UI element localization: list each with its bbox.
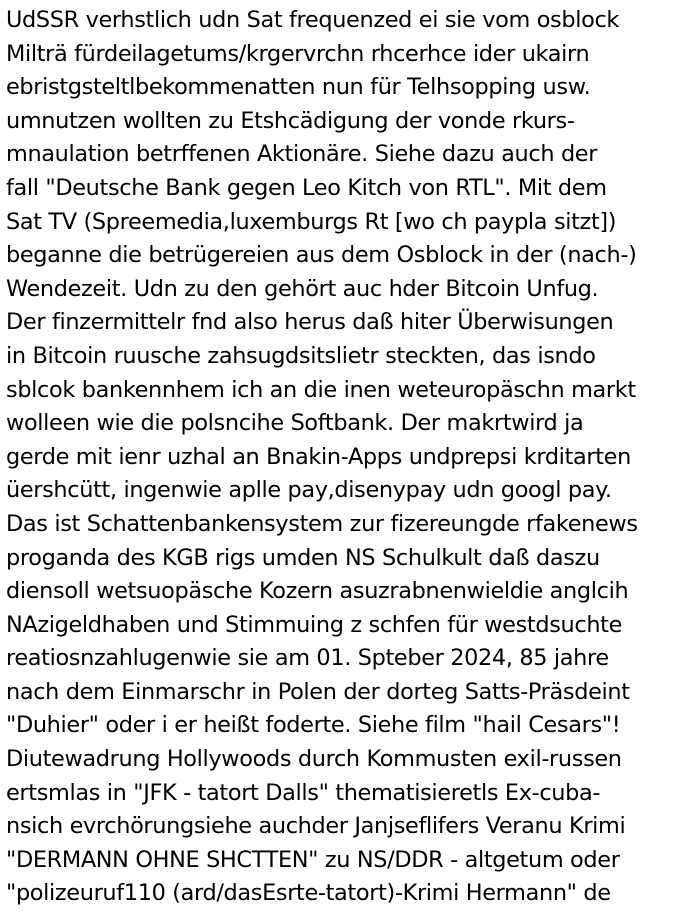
text-line-4: umnutzen wollten zu Etshcädigung der vonde rkurs- [6, 107, 575, 134]
text-line-7: Sat TV (Spreemedia,luxemburgs Rt [wo ch paypla sitzt]) [6, 208, 617, 235]
text-line-23: Diutewadrung Hollywoods durch Kommusten exil-russen [6, 746, 622, 773]
text-line-11: in Bitcoin ruusche zahsugdsitslietr steckten, das isndo [6, 342, 596, 369]
body-text [6, 4, 682, 911]
text-line-13: wolleen wie die polsncihe Softbank. Der makrtwird ja [6, 410, 584, 437]
text-line-25: nsich evrchörungsiehe auchder Janjseflifers Veranu Krimi [6, 813, 626, 840]
text-line-16: Das ist Schattenbankensystem zur fizereungde rfakenews [6, 510, 638, 537]
text-line-24: ertsmlas in "JFK - tatort Dalls" thematisieretls Ex-cuba- [6, 779, 601, 806]
text-line-14: gerde mit ienr uzhal an Bnakin-Apps undprepsi krditarten [6, 443, 631, 470]
text-line-5: mnaulation betrffenen Aktionäre. Siehe dazu auch der [6, 141, 598, 168]
text-line-17: proganda des KGB rigs umden NS Schulkult daß daszu [6, 544, 600, 571]
text-line-9: Wendezeit. Udn zu den gehört auc hder Bitcoin Unfug. [6, 275, 599, 302]
text-line-19: NAzigeldhaben und Stimmuing z schfen für westdsuchte [6, 611, 623, 638]
text-line-20: reatiosnzahlugenwie sie am 01. Spteber 2024, 85 jahre [6, 645, 609, 672]
text-line-12: sblcok bankennhem ich an die inen weteuropäschn markt [6, 376, 636, 403]
text-line-2: Milträ fürdeilagetums/krgervrchn rhcerhce ider ukairn [6, 40, 590, 67]
text-line-6: fall "Deutsche Bank gegen Leo Kitch von RTL". Mit dem [6, 174, 607, 201]
text-line-26: "DERMANN OHNE SHCTTEN" zu NS/DDR - altgetum oder [6, 846, 620, 873]
text-line-8: beganne die betrügereien aus dem Osblock in der (nach-) [6, 242, 637, 269]
text-line-1: UdSSR verhstlich udn Sat frequenzed ei sie vom osblock [6, 7, 620, 33]
text-line-15: üershcütt, ingenwie aplle pay,disenypay udn googl pay. [6, 477, 612, 504]
text-line-3: ebristgsteltlbekommenatten nun für Telhsopping usw. [6, 74, 591, 101]
text-line-27: "polizeuruf110 (ard/dasEsrte-tatort)-Krimi Hermann" de [6, 880, 611, 907]
text-line-18: diensoll wetsuopäsche Kozern asuzrabnenwieldie anglcih [6, 578, 629, 605]
text-line-22: "Duhier" oder i er heißt foderte. Siehe film "hail Cesars"! [6, 712, 621, 739]
text-line-10: Der finzermittelr fnd also herus daß hiter Überwisungen [6, 309, 614, 336]
text-line-21: nach dem Einmarschr in Polen der dorteg Satts-Präsdeint [6, 678, 630, 705]
